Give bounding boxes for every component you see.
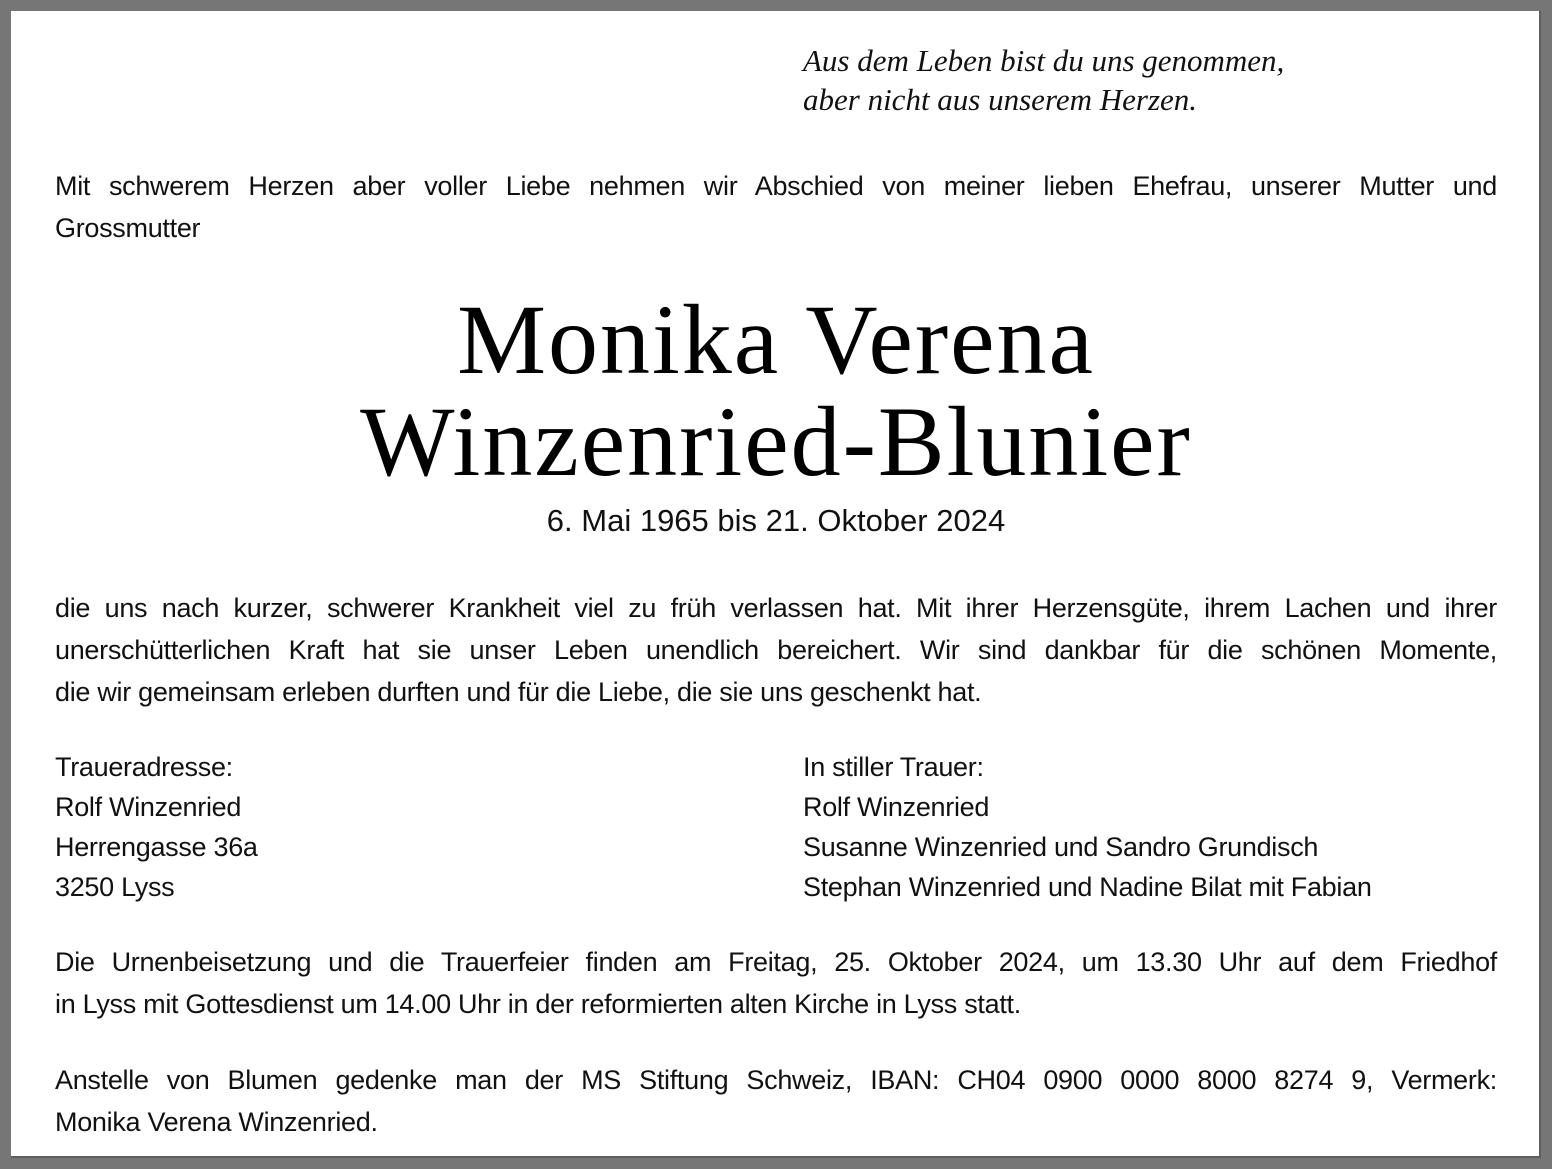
deceased-name-heading: [55, 284, 1497, 497]
mourners-column: [803, 747, 1497, 907]
text-line: Grossmutter: [55, 213, 201, 243]
text-line: Aus dem Leben bist du uns genommen,: [803, 43, 1285, 78]
funeral-details-paragraph: [55, 941, 1497, 1025]
text-line: Monika Verena Winzenried.: [55, 1107, 378, 1137]
text-line: Winzenried-Blunier: [360, 386, 1192, 497]
addresses-section: [55, 747, 1497, 907]
text-line: Mit schwerem Herzen aber voller Liebe nehmen wir Abschied von meiner lieben Ehefrau, unserer Mutter und: [55, 171, 1497, 201]
text-line: unerschütterlichen Kraft hat sie unser Leben unendlich bereichert. Wir sind dankbar für die schönen Momente,: [55, 635, 1497, 665]
text-line: in Lyss mit Gottesdienst um 14.00 Uhr in der reformierten alten Kirche in Lyss statt.: [55, 989, 1021, 1019]
text-line: Anstelle von Blumen gedenke man der MS Stiftung Schweiz, IBAN: CH04 0900 0000 8000 8274 9, Vermerk:: [55, 1065, 1497, 1095]
text-line: die wir gemeinsam erleben durften und für die Liebe, die sie uns geschenkt hat.: [55, 677, 982, 707]
mourning-address-column: [55, 747, 803, 907]
intro-paragraph: [55, 165, 1497, 249]
text-line: In stiller Trauer:: [803, 752, 984, 782]
epigraph-quote: [803, 41, 1497, 119]
text-line: Herrengasse 36a: [55, 832, 258, 862]
death-notice-content: [11, 11, 1541, 1143]
text-line: aber nicht aus unserem Herzen.: [803, 82, 1198, 117]
text-line: Susanne Winzenried und Sandro Grundisch: [803, 832, 1319, 862]
tribute-paragraph: [55, 587, 1497, 713]
donation-note-paragraph: [55, 1059, 1497, 1143]
text-line: Rolf Winzenried: [803, 792, 990, 822]
text-line: Rolf Winzenried: [55, 792, 242, 822]
text-line: Die Urnenbeisetzung und die Trauerfeier finden am Freitag, 25. Oktober 2024, um 13.30 Uhr auf dem Friedhof: [55, 947, 1497, 977]
text-line: Monika Verena: [457, 284, 1095, 395]
text-line: die uns nach kurzer, schwerer Krankheit viel zu früh verlassen hat. Mit ihrer Herzensgüte, ihrem Lachen und ihrer: [55, 593, 1497, 623]
text-line: 3250 Lyss: [55, 872, 175, 902]
text-line: Stephan Winzenried und Nadine Bilat mit Fabian: [803, 872, 1372, 902]
life-dates: 6. Mai 1965 bis 21. Oktober 2024: [546, 503, 1006, 538]
text-line: Traueradresse:: [55, 752, 233, 782]
